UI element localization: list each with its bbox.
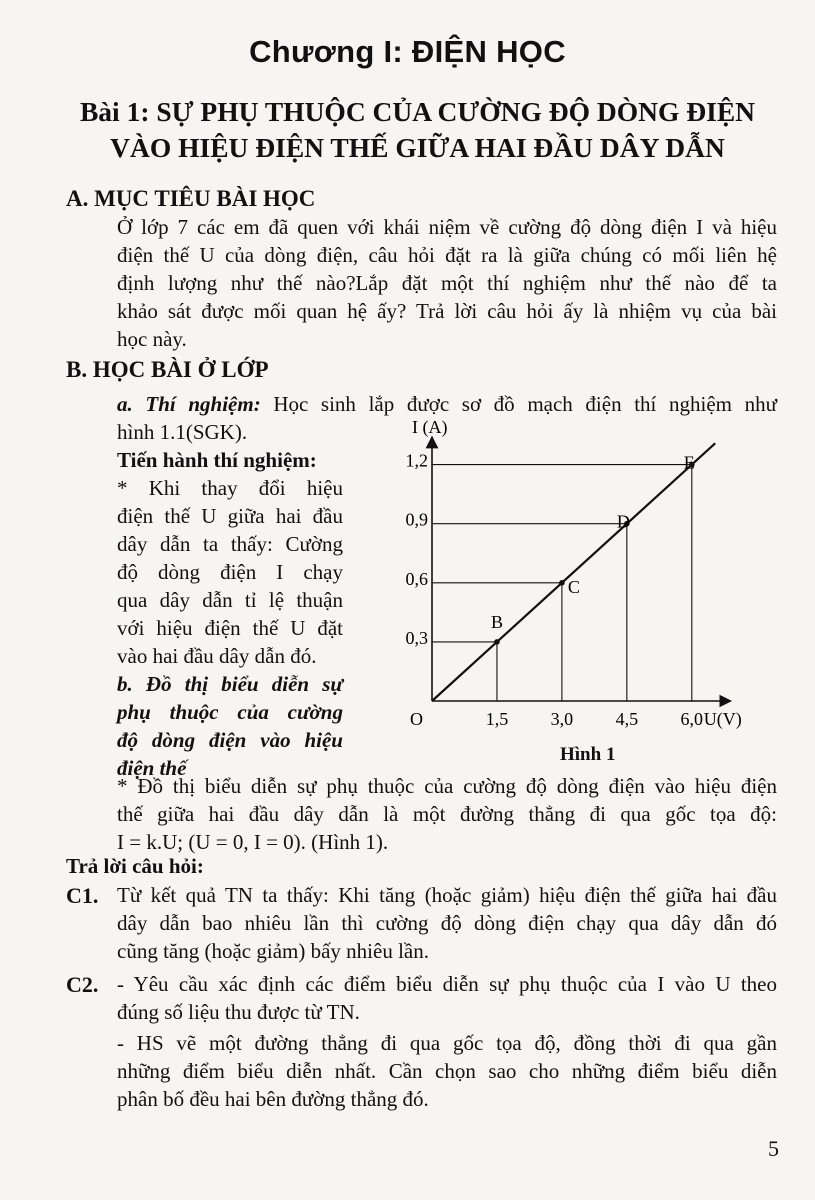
point-label: E <box>683 452 695 473</box>
x-tick-label: 4,5 <box>615 709 639 729</box>
point-label: C <box>567 576 580 597</box>
lesson-title-line-2: VÀO HIỆU ĐIỆN THẾ GIỮA HAI ĐẦU DÂY DẪN <box>110 132 725 163</box>
paragraph-line: Từ kết quả TN ta thấy: Khi tăng (hoặc giảm) hiệu điện thế giữa hai đầu <box>117 883 777 907</box>
x-tick-label: 1,5 <box>485 709 509 729</box>
paragraph-line: vào hai đầu dây dẫn đó. <box>117 644 317 668</box>
c1-label: C1. <box>66 883 99 908</box>
paragraph-line: phân bố đều hai bên đường thẳng đó. <box>117 1087 429 1111</box>
section-b-heading: B. HỌC BÀI Ở LỚP <box>66 357 269 382</box>
experiment-text: Học sinh lắp được sơ đồ mạch điện thí nghiệm như <box>260 392 777 416</box>
paragraph-line: đúng số liệu thu được từ TN. <box>117 1000 360 1024</box>
chapter-title: Chương I: ĐIỆN HỌC <box>249 34 566 69</box>
c2-label: C2. <box>66 972 99 997</box>
data-point-c <box>559 580 565 586</box>
lesson-title-line-1: Bài 1: SỰ PHỤ THUỘC CỦA CƯỜNG ĐỘ DÒNG ĐIỆN <box>79 96 756 127</box>
c1-answer <box>117 881 777 965</box>
paragraph-line: khảo sát được mối quan hệ ấy? Trả lời câu hỏi ấy là nhiệm vụ của bài <box>117 299 777 323</box>
paragraph-line: những điểm biểu diễn nhất. Cần chọn sao cho những điểm biểu diễn <box>117 1059 777 1083</box>
paragraph-line: Ở lớp 7 các em đã quen với khái niệm về cường độ dòng điện I và hiệu <box>117 215 777 239</box>
paragraph-line: dây dẫn ta thấy: Cường <box>117 532 343 556</box>
paragraph-line: điện thế U của dòng điện, câu hỏi đặt ra là giữa chúng có mối liên hệ <box>117 243 777 267</box>
page-number: 5 <box>768 1136 779 1161</box>
lesson-title <box>30 94 805 166</box>
current-voltage-graph <box>390 418 790 740</box>
paragraph-line: với hiệu điện thế U đặt <box>117 616 343 640</box>
paragraph-line: thế giữa hai đầu dây dẫn là một đường thẳng đi qua gốc tọa độ: <box>117 802 777 826</box>
point-label: D <box>616 511 630 532</box>
paragraph-line: độ dòng điện I chạy <box>117 560 343 584</box>
point-label: B <box>490 611 503 632</box>
paragraph-line <box>117 390 777 418</box>
x-tick-label: 6,0 <box>680 709 704 729</box>
c2-answer <box>117 970 777 1113</box>
paragraph-line: dây dẫn bao nhiêu lần thì cường độ dòng điện chạy qua dây dẫn đó <box>117 911 777 935</box>
paragraph-line: - Yêu cầu xác định các điểm biểu diễn sự phụ thuộc của I vào U theo <box>117 972 777 996</box>
graph-heading-line: độ dòng điện vào hiệu <box>117 728 343 752</box>
origin-label: O <box>410 709 423 729</box>
paragraph-line: điện thế U giữa hai đầu <box>117 504 343 528</box>
y-tick-label: 1,2 <box>405 450 428 471</box>
section-a-paragraph <box>117 213 777 353</box>
graph-heading-line: điện thế <box>117 756 187 780</box>
y-tick-label: 0,9 <box>405 509 428 530</box>
graph-heading <box>117 670 343 782</box>
figure-caption: Hình 1 <box>560 744 616 765</box>
graph-heading-line: b. Đồ thị biểu diễn sự <box>117 672 343 696</box>
paragraph-line: định lượng như thế nào?Lắp đặt một thí nghiệm như thế nào để ta <box>117 271 777 295</box>
data-line <box>432 443 715 701</box>
y-tick-label: 0,6 <box>405 568 428 589</box>
paragraph-line: * Khi thay đổi hiệu <box>117 476 343 500</box>
x-tick-label: 3,0 <box>550 709 574 729</box>
graph-explanation <box>117 772 777 856</box>
paragraph-line: qua dây dẫn tỉ lệ thuận <box>117 588 343 612</box>
procedure-heading: Tiến hành thí nghiệm: <box>117 448 317 472</box>
data-point-b <box>494 639 500 645</box>
y-tick-label: 0,3 <box>405 627 428 648</box>
paragraph-line: học này. <box>117 327 187 351</box>
paragraph-line: - HS vẽ một đường thẳng đi qua gốc tọa độ, đồng thời đi qua gần <box>117 1031 777 1055</box>
paragraph-line: I = k.U; (U = 0, I = 0). (Hình 1). <box>117 830 389 854</box>
procedure-column <box>117 446 343 782</box>
section-a-heading: A. MỤC TIÊU BÀI HỌC <box>66 186 316 211</box>
experiment-label: a. Thí nghiệm: <box>117 392 261 416</box>
paragraph-line: hình 1.1(SGK). <box>117 420 248 444</box>
graph-heading-line: phụ thuộc của cường <box>117 700 343 724</box>
x-axis-label: U(V) <box>703 709 742 729</box>
y-axis-label: I (A) <box>412 418 448 437</box>
paragraph-line: * Đồ thị biểu diễn sự phụ thuộc của cường độ dòng điện vào hiệu điện <box>117 774 777 798</box>
answers-heading: Trả lời câu hỏi: <box>66 854 204 878</box>
paragraph-line: cũng tăng (hoặc giảm) bấy nhiêu lần. <box>117 939 429 963</box>
